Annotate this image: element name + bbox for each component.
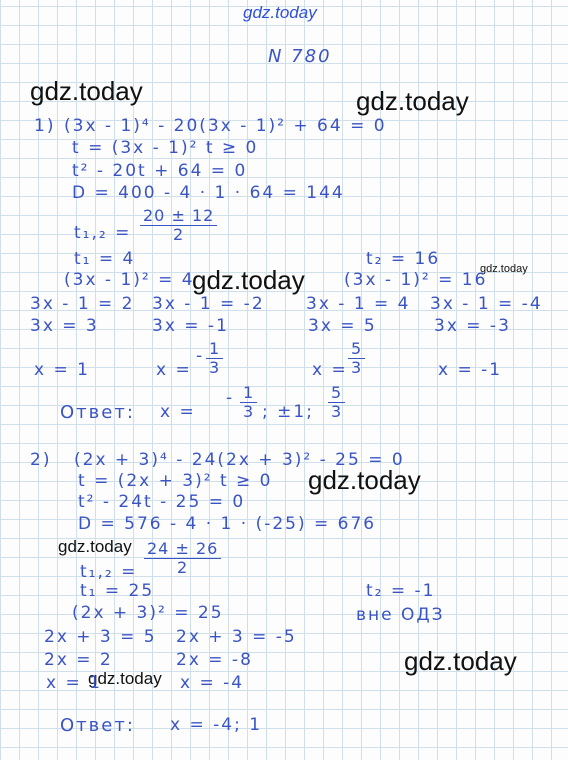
watermark: gdz.today: [356, 86, 469, 116]
part2-t2-note: вне ОДЗ: [356, 605, 445, 625]
part2-col1-line2: 2x = 2: [44, 650, 113, 670]
part2-number: 2): [30, 450, 52, 470]
part1-col1-line2: 3x = 3: [30, 316, 99, 336]
part2-roots-numerator: 24 ± 26: [144, 540, 221, 559]
watermark: gdz.today: [308, 465, 421, 495]
watermark-top: gdz.today: [243, 3, 317, 22]
part1-col3-numerator: 5: [348, 340, 365, 359]
watermark: gdz.today: [30, 76, 143, 106]
part2-roots-fraction: [144, 540, 221, 578]
part1-col2-denominator: 3: [209, 358, 221, 378]
part2-equation: (2x + 3)⁴ - 24(2x + 3)² - 25 = 0: [74, 450, 405, 470]
part1-col3-line2: 3x = 5: [308, 316, 377, 336]
part1-col2-line3: x =: [156, 360, 192, 380]
part1-equation: (3x - 1)⁴ - 20(3x - 1)² + 64 = 0: [64, 116, 387, 136]
part2-roots-label: t₁,₂ =: [80, 562, 138, 582]
part1-roots-label: t₁,₂ =: [74, 223, 132, 243]
part1-col2-line1: 3x - 1 = -2: [152, 294, 265, 314]
part1-roots-fraction: [140, 207, 217, 245]
part2-roots-denominator: 2: [177, 558, 189, 578]
part2-t2: t₂ = -1: [366, 581, 436, 601]
watermark: gdz.today: [480, 263, 528, 275]
part1-col3-fraction: [348, 340, 365, 378]
part1-col2-numerator: 1: [206, 340, 223, 359]
part1-t1: t₁ = 4: [74, 249, 136, 269]
watermark: gdz.today: [404, 646, 517, 676]
part1-col2-sign: -: [196, 346, 205, 366]
part1-col4-line2: 3x = -3: [434, 316, 511, 336]
part1-answer-label: Ответ:: [60, 402, 135, 423]
part2-t1: t₁ = 25: [80, 581, 155, 601]
part1-answer-fraction-2: [328, 384, 345, 422]
part1-col2-line2: 3x = -1: [152, 316, 229, 336]
part2-answer: x = -4; 1: [170, 715, 263, 735]
part1-answer-fraction-1: [240, 384, 257, 422]
part1-answer-numerator-1: 1: [240, 384, 257, 403]
part1-col2-fraction: [206, 340, 223, 378]
part2-col2-line2: 2x = -8: [176, 650, 253, 670]
part1-col4-line3: x = -1: [438, 360, 503, 380]
part1-answer-x: x =: [160, 402, 196, 422]
part1-col3-denominator: 3: [351, 358, 363, 378]
part2-case-equation: (2x + 3)² = 25: [72, 603, 224, 623]
part1-answer-denominator-1: 3: [243, 402, 255, 422]
part1-number: 1): [34, 116, 56, 136]
watermark: gdz.today: [58, 537, 132, 556]
part2-col1-line1: 2x + 3 = 5: [44, 627, 157, 647]
part2-col1-line3: x = 1: [46, 673, 102, 693]
part2-substitution: t = (2x + 3)² t ≥ 0: [78, 471, 273, 491]
part2-quadratic: t² - 24t - 25 = 0: [78, 492, 246, 512]
part1-discriminant: D = 400 - 4 · 1 · 64 = 144: [72, 183, 345, 203]
watermark: gdz.today: [88, 669, 162, 688]
part1-col1-line3: x = 1: [34, 360, 90, 380]
part1-answer-numerator-2: 5: [328, 384, 345, 403]
task-number: N 780: [268, 46, 332, 67]
part1-case2-equation: (3x - 1)² = 16: [344, 270, 488, 290]
part2-answer-label: Ответ:: [60, 715, 135, 736]
part1-answer-denominator-2: 3: [331, 402, 343, 422]
part1-quadratic: t² - 20t + 64 = 0: [72, 161, 248, 181]
part1-col1-line1: 3x - 1 = 2: [30, 294, 135, 314]
part1-substitution: t = (3x - 1)² t ≥ 0: [72, 138, 259, 158]
part1-answer-sign: -: [226, 388, 235, 408]
part1-t2: t₂ = 16: [366, 249, 441, 269]
part1-case1-equation: (3x - 1)² = 4: [64, 270, 195, 290]
part1-col4-line1: 3x - 1 = -4: [430, 294, 543, 314]
part1-answer-rest: ; ±1;: [262, 402, 314, 422]
part1-col3-line3: x =: [312, 360, 348, 380]
part1-col3-line1: 3x - 1 = 4: [306, 294, 411, 314]
watermark: gdz.today: [192, 265, 305, 295]
part1-roots-numerator: 20 ± 12: [140, 207, 217, 226]
part2-col2-line3: x = -4: [180, 673, 245, 693]
part1-roots-denominator: 2: [173, 225, 185, 245]
part2-col2-line1: 2x + 3 = -5: [176, 627, 297, 647]
part2-discriminant: D = 576 - 4 · 1 · (-25) = 676: [78, 514, 377, 534]
